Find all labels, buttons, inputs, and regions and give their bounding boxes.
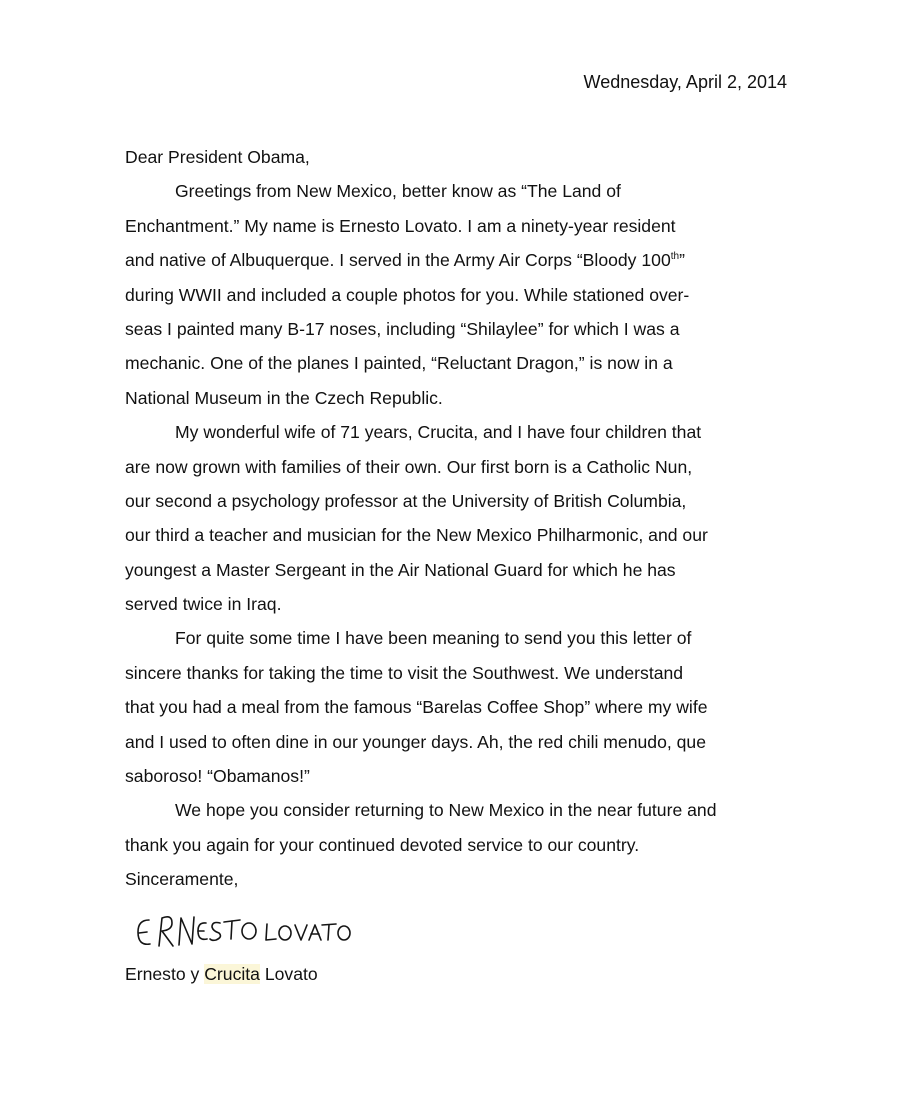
paragraph-1-line-6: mechanic. One of the planes I painted, “Reluctant Dragon,” is now in a: [125, 353, 673, 374]
paragraph-2-line-6: served twice in Iraq.: [125, 594, 282, 615]
printed-signature-name: [125, 962, 318, 986]
handwritten-signature: [132, 906, 362, 956]
name-part-3: Lovato: [259, 964, 318, 984]
letter-body: [125, 140, 797, 897]
paragraph-1-line-4: during WWII and included a couple photos for you. While stationed over-: [125, 284, 690, 305]
paragraph-2-line-1: My wonderful wife of 71 years, Crucita, and I have four children that: [175, 422, 702, 443]
paragraph-3-line-2: sincere thanks for taking the time to visit the Southwest. We understand: [125, 662, 684, 683]
paragraph-2-line-2: are now grown with families of their own. Our first born is a Catholic Nun,: [125, 456, 693, 477]
name-part-2: Crucita: [204, 964, 260, 984]
paragraph-4-line-1: We hope you consider returning to New Mexico in the near future and: [175, 800, 717, 821]
paragraph-3-line-1: For quite some time I have been meaning to send you this letter of: [175, 628, 692, 649]
salutation: Dear President Obama,: [125, 147, 310, 167]
paragraph-4-line-2: thank you again for your continued devoted service to our country.: [125, 834, 640, 855]
letter-date: Wednesday, April 2, 2014: [583, 72, 787, 92]
ordinal-superscript: th: [670, 251, 680, 263]
closing-quote: ”: [679, 250, 685, 271]
paragraph-1-line-5: seas I painted many B-17 noses, including “Shilaylee” for which I was a: [125, 318, 680, 339]
paragraph-2-line-5: youngest a Master Sergeant in the Air National Guard for which he has: [125, 559, 676, 580]
closing: Sinceramente,: [125, 869, 239, 890]
paragraph-1-line-3: [125, 243, 797, 277]
name-part-1: Ernesto y: [125, 964, 205, 984]
paragraph-3-line-4: and I used to often dine in our younger days. Ah, the red chili menudo, que: [125, 731, 706, 752]
paragraph-1-line-3-text: and native of Albuquerque. I served in the Army Air Corps “Bloody 100: [125, 250, 671, 271]
paragraph-1-line-1: Greetings from New Mexico, better know as “The Land of: [175, 181, 621, 202]
paragraph-1-line-2: Enchantment.” My name is Ernesto Lovato. I am a ninety-year resident: [125, 215, 676, 236]
paragraph-2-line-3: our second a psychology professor at the University of British Columbia,: [125, 490, 687, 511]
paragraph-1-line-7: National Museum in the Czech Republic.: [125, 387, 443, 408]
paragraph-3-line-3: that you had a meal from the famous “Barelas Coffee Shop” where my wife: [125, 697, 708, 718]
paragraph-3-line-5: saboroso! “Obamanos!”: [125, 766, 310, 787]
paragraph-2-line-4: our third a teacher and musician for the New Mexico Philharmonic, and our: [125, 525, 708, 546]
